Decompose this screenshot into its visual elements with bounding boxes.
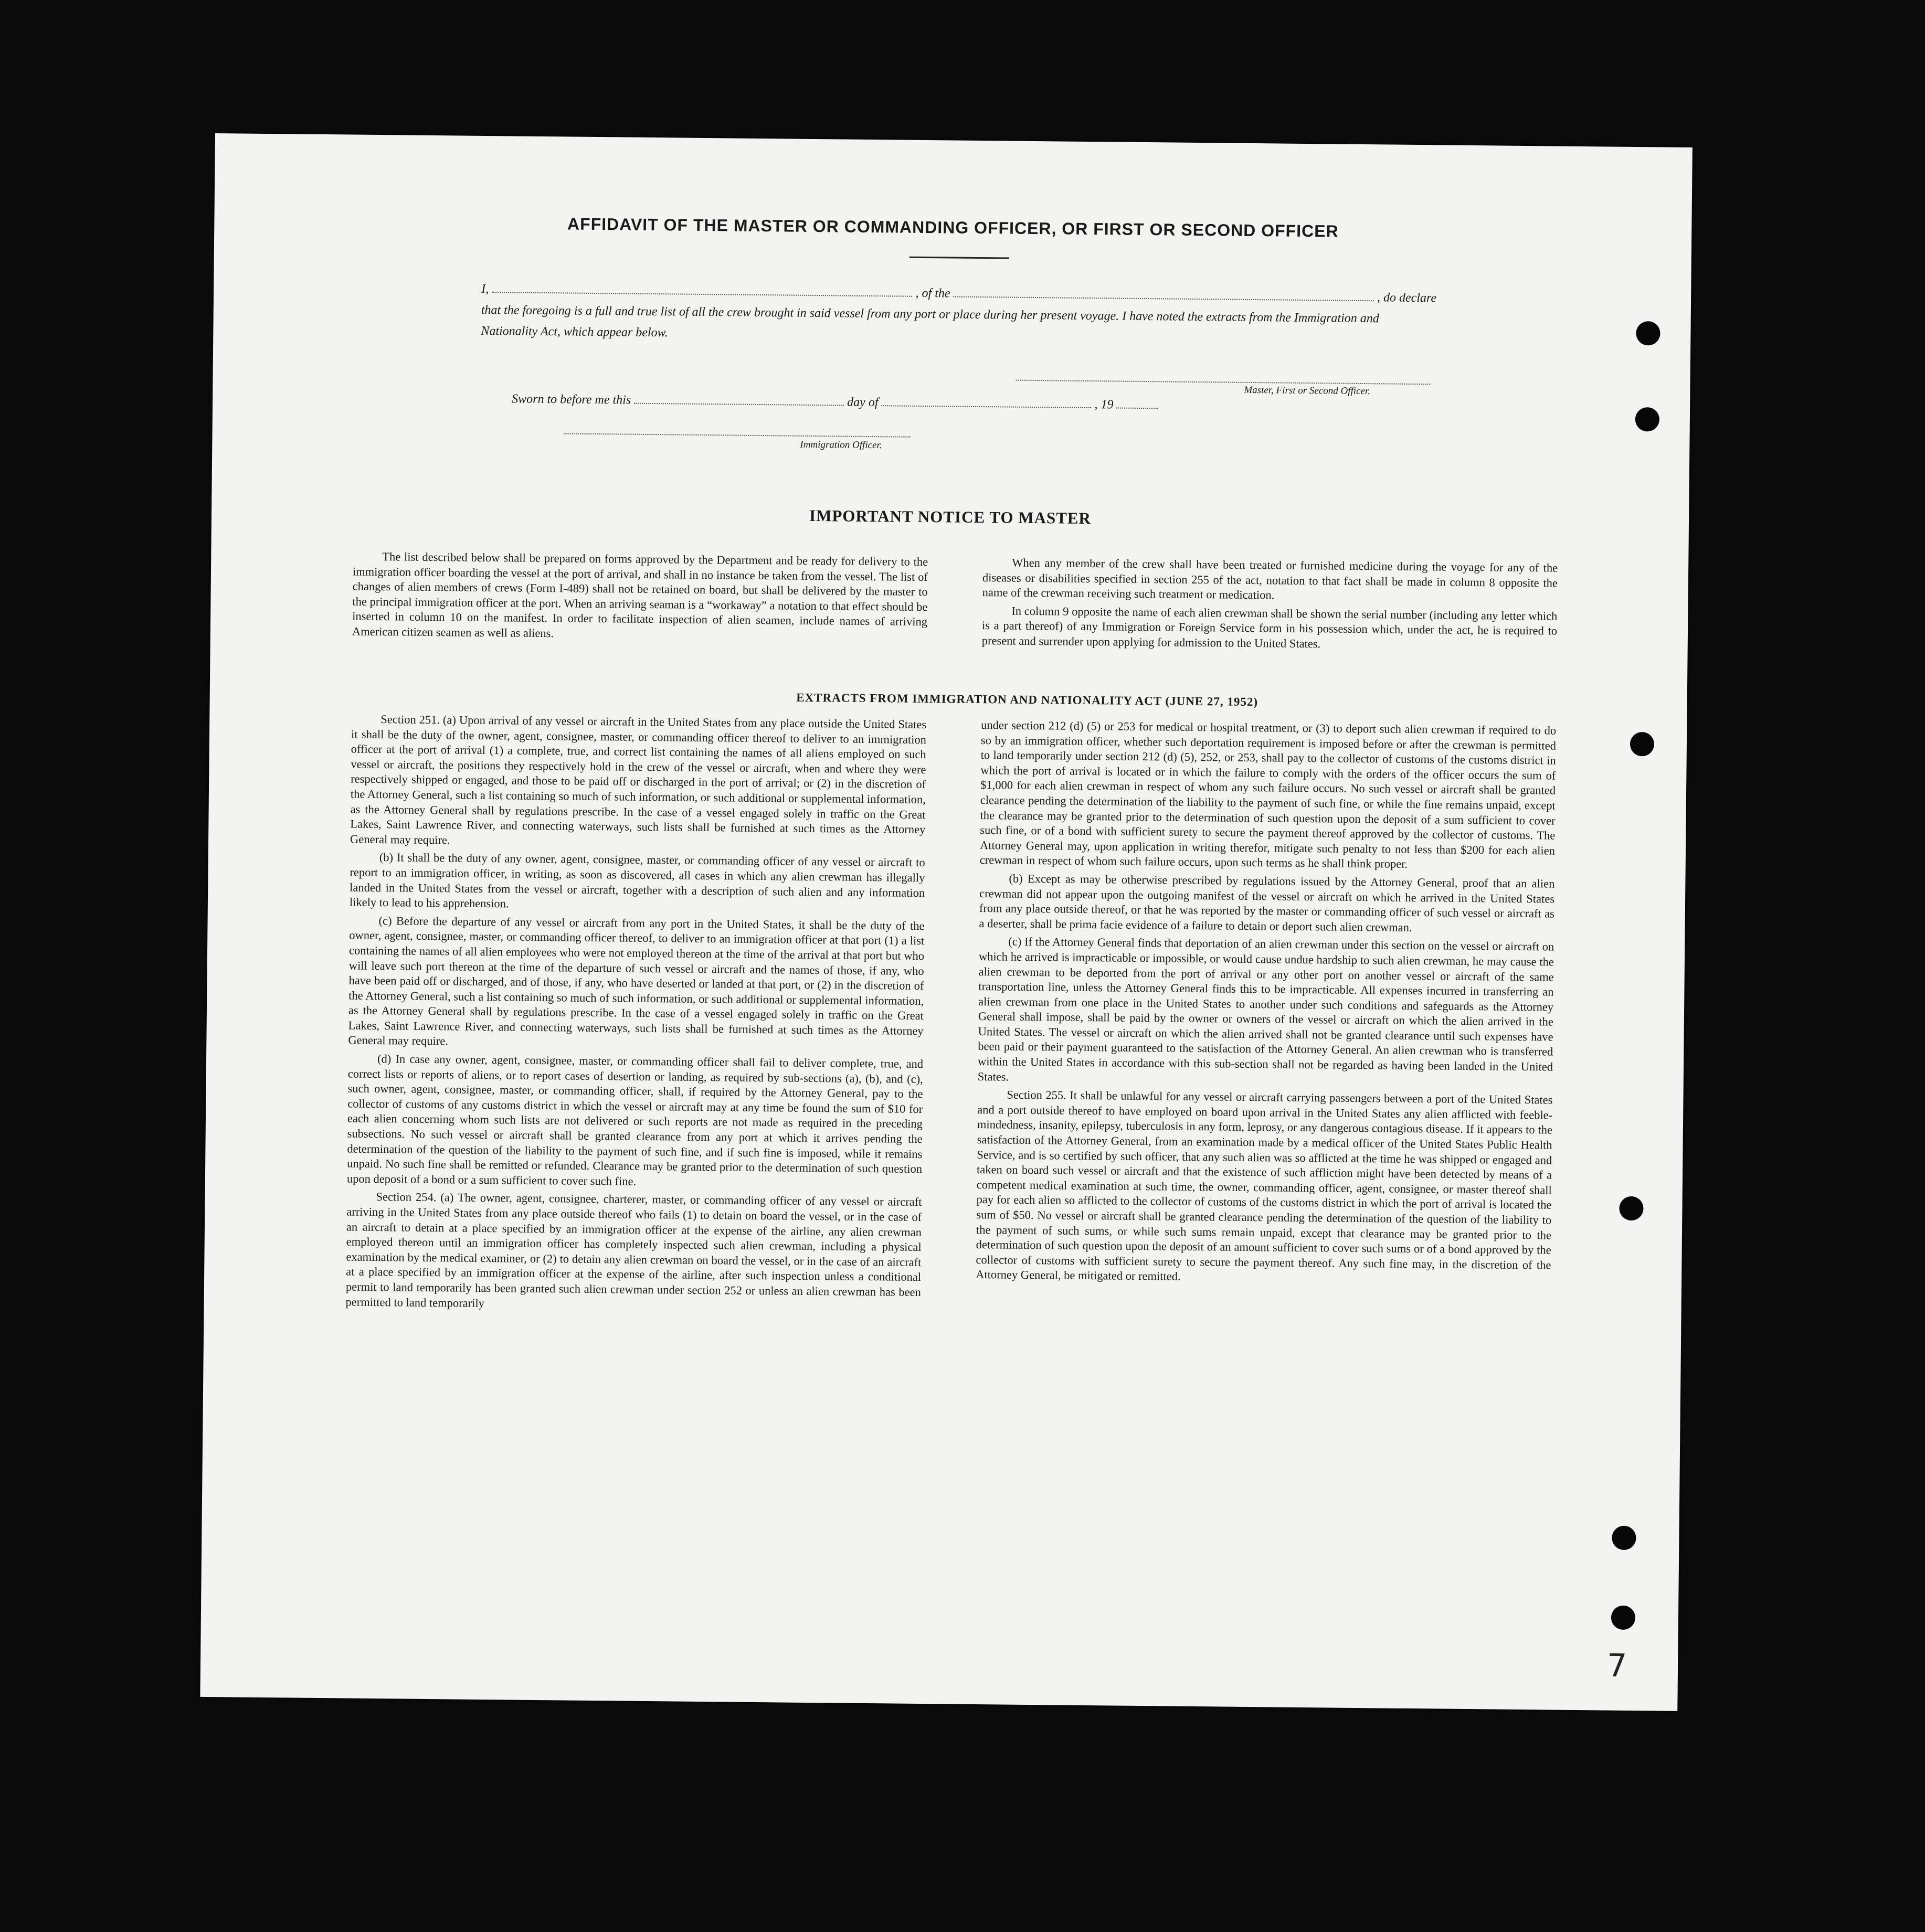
declaration-text: that the foregoing is a full and true list of all the crew brought in said vessel from any port or place during her present voyage. I have noted the extracts from the Immigration and Nationality Act, which appear below.: [481, 303, 1379, 340]
notice-left-paragraph: The list described below shall be prepared on forms approved by the Department and be ready for delivery to the immigration officer boarding the vessel at the port of arrival, and shall in no instance be taken from the vessel. The list of changes of alien members of crews (Form I-489) shall not be retained on board, but shall be delivered by the master to the principal immigration officer at the port. When an arriving seaman is a “workaway” a notation to that effect should be inserted in column 10 on the manifest. In order to facilitate inspection of alien seamen, include names of arriving American citizen seamen as well as aliens.: [352, 550, 928, 640]
section-251-b: (b) It shall be the duty of any owner, agent, consignee, master, or commanding officer of any vessel or aircraft to report to an immigration officer, in writing, as soon as discovered, all cases in which any alien crewman has illegally landed in the United States from the vessel or aircraft, together with a description of such alien and any information likely to lead to his apprehension.: [349, 851, 925, 910]
notice-right-paragraph-1: When any member of the crew shall have been treated or furnished medicine during the voyage for any of the diseases or disabilities specified in section 255 of the act, notation to that fact shall be made in column 8 opposite the name of the crewman receiving such treatment or medication.: [982, 556, 1558, 602]
notice-right-paragraph-2: In column 9 opposite the name of each alien crewman shall be shown the serial number (including any letter which is a part thereof) of any Immigration or Foreign Service form in his possession which, under the act, he is required to present and surrender upon applying for admission to the United States.: [981, 604, 1558, 651]
section-254-a: Section 254. (a) The owner, agent, consignee, charterer, master, or commanding officer of any vessel or aircraft arriving in the United States from any place outside thereof who fails (1) to detain on board the vessel, or in the case of an aircraft to detain at a place specified by an immigration officer at the expense of the airline, any alien crewman employed thereon until an immigration officer has completely inspected such alien crewman, including a physical examination by the medical examiner, or (2) to detain any alien crewman on board the vessel, or in the case of an aircraft at a place specified by an immigration officer at the expense of the airline, after such inspection unless a conditional permit to land temporarily has been granted such alien crewman under section 252 or unless an alien crewman has been permitted to land temporarily: [345, 1190, 922, 1310]
sworn-month-blank[interactable]: [882, 395, 1092, 408]
section-254-c: (c) If the Attorney General finds that deportation of an alien crewman under this section on the vessel or aircraft on which he arrived is impracticable or impossible, or would cause undue hardship to such alien crewman, he may cause the alien crewman to be deported from the port of arrival or any other port on another vessel or aircraft of the same transportation line, unless the Attorney General finds this to be impracticable. All expenses incurred in transferring an alien crewman from one place in the United States to another under such conditions and safeguards as the Attorney General shall impose, shall be paid by the owner or owners of the vessel or aircraft on which the alien arrived in the United States. The vessel or aircraft on which the alien arrived shall not be granted clearance until such expenses have been paid or their payment guaranteed to the satisfaction of the Attorney General. An alien crewman who is transferred within the United States in accordance with this sub-section shall not be regarded as having been landed in the United States.: [977, 935, 1554, 1084]
year-label: , 19: [1094, 398, 1114, 412]
sworn-day-blank[interactable]: [634, 392, 844, 406]
section-251-a: Section 251. (a) Upon arrival of any vessel or aircraft in the United States from any place outside the United States it shall be the duty of the owner, agent, consignee, master, or commanding officer thereof to deliver to an immigration officer at the port of arrival (1) a complete, true, and correct list containing the names of all aliens employed on such vessel or aircraft, the positions they respectively hold in the crew of the vessel or aircraft, when and where they were respectively shipped or engaged, and those to be paid off or discharged in the port of arrival; or (2) in the discretion of the Attorney General, such a list containing so much of such information, or such additional or supplemental information, as the Attorney General shall by regulations prescribe. In the case of a vessel engaged solely in traffic on the Great Lakes, Saint Lawrence River, and connecting waterways, such lists shall be furnished at such times as the Attorney General may require.: [350, 713, 927, 847]
punch-hole: [1612, 1526, 1636, 1550]
notice-right-column: [982, 555, 1558, 657]
punch-hole: [1635, 407, 1659, 431]
punch-hole: [1630, 732, 1654, 756]
sworn-line: [512, 391, 1246, 413]
immigration-officer-line[interactable]: [564, 433, 911, 437]
extracts-title: EXTRACTS FROM IMMIGRATION AND NATIONALITY ACT (JUNE 27, 1952): [796, 691, 1258, 709]
signature-caption: Master, First or Second Officer.: [1244, 384, 1371, 397]
title-divider: [909, 257, 1009, 259]
extracts-right-column: [976, 718, 1556, 1291]
do-declare-label: , do declare: [1377, 291, 1437, 305]
notice-title: IMPORTANT NOTICE TO MASTER: [809, 506, 1092, 528]
signature-line[interactable]: [1016, 380, 1431, 385]
document-page: [200, 133, 1692, 1711]
section-251-c: (c) Before the departure of any vessel or aircraft from any port in the United States, it shall be the duty of the owner, agent, consignee, master, or commanding officer thereof, to deliver to an immigration officer at that port (1) a list containing the names of all alien employees who were not employed thereon at the time of the arrival at that port but who will leave such port thereon at the time of the departure of such vessel or aircraft and the names of those, if any, who have been paid off or discharged, and of those, if any, who have deserted or landed at that port, or (2) in the discretion of the Attorney General, such a list containing so much of such information, or such additional or supplemental information, as the Attorney General shall by regulations prescribe. In the case of a vessel engaged solely in traffic on the Great Lakes, Saint Lawrence River, and connecting waterways, such lists shall be furnished at such times as the Attorney General may require.: [348, 914, 925, 1048]
immigration-officer-caption: Immigration Officer.: [800, 439, 882, 451]
extracts-left-column: [345, 712, 926, 1319]
section-255: Section 255. It shall be unlawful for any vessel or aircraft carrying passengers between a port of the United States and a port outside thereof to have employed on board upon arrival in the United States any alien afflicted with feeble-mindedness, insanity, epilepsy, tuberculosis in any form, leprosy, or any dangerous contagious disease. If it appears to the satisfaction of the Attorney General, from an examination made by a medical officer of the United States Public Health Service, and is so certified by such officer, that any such alien was so afflicted at the time he was shipped or engaged and taken on board such vessel or aircraft and that the existence of such affliction might have been detected by means of a competent medical examination at such time, the owner, commanding officer, agent, consignee, or master thereof shall pay for each alien so afflicted to the collector of customs of the customs district in which the port of arrival is located the sum of $50. No vessel or aircraft shall be granted clearance pending the determination of the question of the liability to the payment of such sums, or while such sums remain unpaid, except that clearance may be granted prior to the determination of such question upon the deposit of an amount sufficient to cover such sums or of a bond approved by the collector of customs with sufficient surety to secure the payment thereof. Any such fine may, in the discretion of the Attorney General, be mitigated or remitted.: [976, 1088, 1553, 1283]
punch-hole: [1611, 1606, 1635, 1630]
vessel-blank[interactable]: [954, 286, 1374, 302]
punch-hole: [1619, 1196, 1643, 1220]
affidavit-title: AFFIDAVIT OF THE MASTER OR COMMANDING OFFICER, OR FIRST OR SECOND OFFICER: [567, 214, 1339, 241]
sworn-label: Sworn to before me this: [512, 392, 631, 407]
of-the-label: , of the: [915, 286, 950, 301]
section-254-a-continued: under section 212 (d) (5) or 253 for medical or hospital treatment, or (3) to deport such alien crewman if required to do so by an immigration officer, whether such deportation requirement is imposed before or after the crewman is permitted to land temporarily under section 212 (d) (5), 252, or 253, shall pay to the collector of customs of the customs district in which the port of arrival is located or in which the failure to comply with the orders of the officer occurs the sum of $1,000 for each alien crewman in respect of whom any such failure occurs. No such vessel or aircraft shall be granted clearance pending the determination of the liability to the payment of such fine, or while the fine remains unpaid, except the clearance may be granted prior to the determination of such question upon the deposit of a sum sufficient to cover such fine, or of a bond with sufficient surety to secure the payment thereof approved by the collector of customs. The Attorney General may, upon application in writing therefor, mitigate such penalty to not less than $200 for each alien crewman in respect of whom such failure occurs, upon such terms as he shall think proper.: [979, 718, 1557, 871]
section-254-b: (b) Except as may be otherwise prescribed by regulations issued by the Attorney General, proof that an alien crewman did not appear upon the outgoing manifest of the vessel or aircraft on which he arrived in the United States from any place outside thereof, or that he was reported by the master or commanding officer of such vessel or aircraft as a deserter, shall be prima facie evidence of a failure to detain or deport such alien crewman.: [979, 872, 1555, 934]
punch-hole: [1636, 321, 1660, 345]
i-label: I,: [481, 282, 489, 296]
day-of-label: day of: [847, 395, 879, 410]
section-251-d: (d) In case any owner, agent, consignee, master, or commanding officer shall fail to deliver complete, true, and correct lists or reports of aliens, or to report cases of desertion or landing, as required by sub-sections (a), (b), and (c), such owner, agent, consignee, master, or commanding officer, shall, if required by the Attorney General, pay to the collector of customs of any customs district in which the vessel or aircraft may at any time be found the sum of $10 for each alien concerning whom such lists are not delivered or such reports are not made as required in the preceding subsections. No such vessel or aircraft shall be granted clearance from any port at which it arrives pending the determination of the question of the liability to the payment of such fine, and if such fine is imposed, while it remains unpaid. No such fine shall be remitted or refunded. Clearance may be granted prior to the determination of such question upon deposit of a bond or a sum sufficient to cover such fine.: [346, 1052, 924, 1188]
margin-mark: 7: [1606, 1647, 1627, 1684]
name-blank[interactable]: [492, 281, 913, 297]
sworn-year-blank[interactable]: [1116, 397, 1158, 409]
